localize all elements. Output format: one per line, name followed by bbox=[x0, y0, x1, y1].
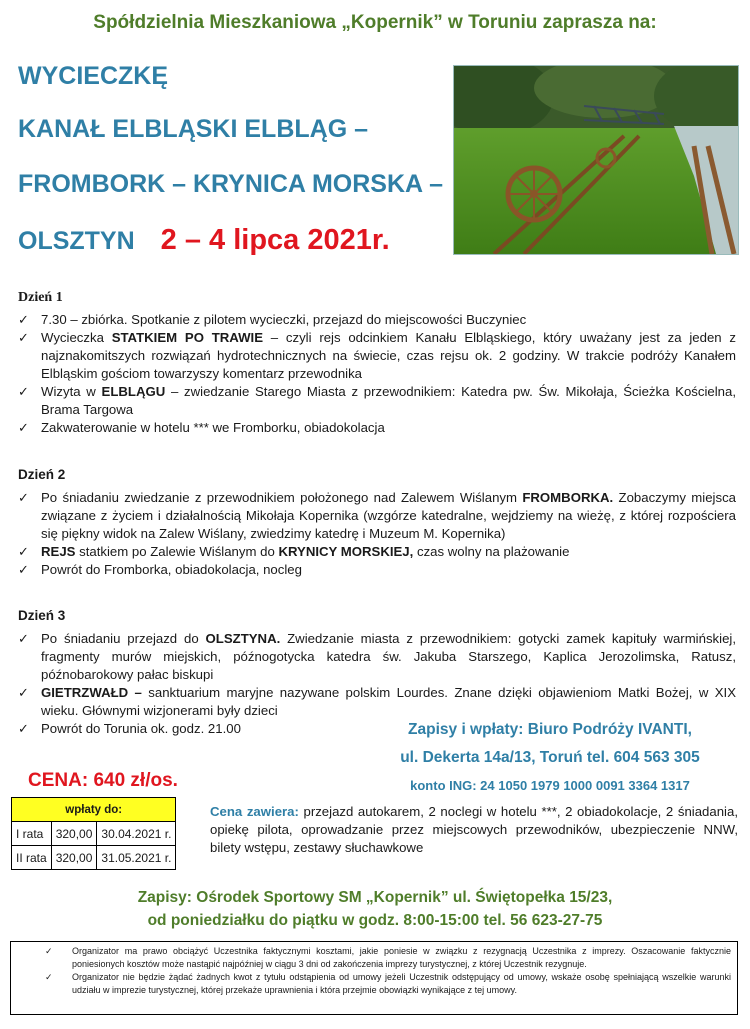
item-text: Po śniadaniu zwiedzanie z przewodnikiem położonego nad Zalewem Wiślanym bbox=[41, 490, 523, 505]
check-icon: ✓ bbox=[18, 490, 29, 505]
item-text: Wizyta w bbox=[41, 384, 102, 399]
rata-amount: 320,00 bbox=[51, 846, 97, 870]
rata-label: I rata bbox=[12, 822, 52, 846]
trip-date: 2 – 4 lipca 2021r. bbox=[160, 224, 390, 256]
item-text: Po śniadaniu przejazd do bbox=[41, 631, 206, 646]
check-icon: ✓ bbox=[18, 420, 29, 435]
item-text: – zwiedzanie Starego Miasta z przewodnikiem: Katedra pw. Św. Mikołaja, Ścieżka Kościelna, Brama Targowa bbox=[41, 384, 736, 417]
item-highlight: ELBLĄGU bbox=[101, 384, 166, 399]
price-includes-text: przejazd autokarem, 2 noclegi w hotelu ***, 2 obiadokolacje, 2 śniadania, opiekę pilota, oprowadzanie przez miejscowych przewodników, ubezpieczenie NNW, bilety wstępu, zestawy słuchawkowe bbox=[210, 804, 738, 855]
rata-date: 31.05.2021 r. bbox=[97, 846, 176, 870]
booking-account: konto ING: 24 1050 1979 1000 0091 3364 1317 bbox=[410, 778, 690, 793]
payment-table-header: wpłaty do: bbox=[12, 798, 176, 822]
title-line-2: KANAŁ ELBLĄSKI ELBLĄG – bbox=[18, 115, 368, 143]
list-item bbox=[18, 383, 736, 419]
payment-table bbox=[11, 797, 176, 870]
list-item bbox=[18, 329, 736, 383]
organizer-header: Spółdzielnia Mieszkaniowa „Kopernik” w Toruniu zaprasza na: bbox=[93, 12, 657, 33]
canal-rail-photo bbox=[453, 65, 739, 255]
table-row bbox=[12, 822, 176, 846]
list-item bbox=[18, 311, 736, 329]
check-icon: ✓ bbox=[18, 384, 29, 399]
booking-address: ul. Dekerta 14a/13, Toruń tel. 604 563 305 bbox=[400, 749, 700, 766]
item-text: statkiem po Zalewie Wiślanym do bbox=[75, 544, 279, 559]
day-1-heading: Dzień 1 bbox=[18, 290, 63, 305]
check-icon: ✓ bbox=[18, 544, 29, 559]
day-2-heading: Dzień 2 bbox=[18, 467, 66, 482]
item-text: Zakwaterowanie w hotelu *** we Fromborku, obiadokolacja bbox=[41, 420, 385, 435]
item-highlight: OLSZTYNA. bbox=[205, 631, 281, 646]
rata-date: 30.04.2021 r. bbox=[97, 822, 176, 846]
item-highlight: REJS bbox=[41, 544, 76, 559]
title-line-3: FROMBORK – KRYNICA MORSKA – bbox=[18, 170, 444, 198]
price: CENA: 640 zł/os. bbox=[28, 770, 178, 791]
day-2-list bbox=[18, 489, 736, 579]
item-text: Powrót do Torunia ok. godz. 21.00 bbox=[41, 721, 241, 736]
price-includes bbox=[210, 803, 738, 857]
registration-address: Zapisy: Ośrodek Sportowy SM „Kopernik” ul. Świętopełka 15/23, bbox=[137, 889, 613, 906]
check-icon: ✓ bbox=[18, 631, 29, 646]
check-icon: ✓ bbox=[45, 946, 53, 956]
table-row bbox=[12, 846, 176, 870]
terms-text: Organizator ma prawo obciążyć Uczestnika faktycznymi kosztami, jakie poniesie w związku z rezygnacją Uczestnika z imprezy. Oszacowanie faktycznie poniesionych kosztów może nastąpić najpóźniej w ciągu 3 dni od zakończenia imprezy turystycznej, z której Uczestnik rezygnuje. bbox=[72, 946, 731, 969]
check-icon: ✓ bbox=[18, 685, 29, 700]
rata-amount: 320,00 bbox=[51, 822, 97, 846]
item-text: sanktuarium maryjne nazywane polskim Lourdes. Znane dzięki objawieniom Matki Bożej, w XIX wieku. Głównymi wizjonerami były dzieci bbox=[41, 685, 736, 718]
item-text: Wycieczka bbox=[41, 330, 112, 345]
title-line-1: WYCIECZKĘ bbox=[18, 62, 168, 90]
terms-text: Organizator nie będzie żądać żadnych kwot z tytułu odstąpienia od umowy jeżeli Uczestnik odstępujący od umowy, wskaże osobę spełniającą wszelkie warunki udziału w imprezie turystycznej, której przekaże uprawnienia i która przejmie obowiązki wynikające z tej umowy. bbox=[72, 972, 731, 995]
list-item bbox=[18, 684, 736, 720]
item-highlight: GIETRZWAŁD – bbox=[41, 685, 142, 700]
day-1-list bbox=[18, 311, 736, 437]
check-icon: ✓ bbox=[18, 312, 29, 327]
item-text: – czyli rejs odcinkiem Kanału Elbląskiego, który uważany jest za jeden z najznakomitszych rozwiązań hydrotechnicznych na świecie, czas rejsu ok. 2 godziny. W trakcie podróży Kanałem Elbląskim gościom towarzyszy komentarz przewodnika bbox=[41, 330, 737, 381]
check-icon: ✓ bbox=[45, 972, 53, 982]
list-item bbox=[18, 543, 736, 561]
item-highlight: FROMBORKA. bbox=[522, 490, 614, 505]
day-3-heading: Dzień 3 bbox=[18, 608, 66, 623]
item-text: 7.30 – zbiórka. Spotkanie z pilotem wycieczki, przejazd do miejscowości Buczyniec bbox=[41, 312, 527, 327]
item-text: Zobaczymy miejsca związane z życiem i działalnością Mikołaja Kopernika (wzgórze katedralne, wejdziemy na wieżę, z której rozpościera się piękny widok na Zalew Wiślany, zwiedzimy katedrę i Muzeum M. Kopernika) bbox=[41, 490, 736, 541]
terms-item bbox=[17, 971, 731, 997]
rata-label: II rata bbox=[12, 846, 52, 870]
item-text: czas wolny na plażowanie bbox=[413, 544, 570, 559]
title-line-4 bbox=[18, 224, 390, 257]
check-icon: ✓ bbox=[18, 721, 29, 736]
list-item bbox=[18, 561, 736, 579]
list-item bbox=[18, 630, 736, 684]
check-icon: ✓ bbox=[18, 562, 29, 577]
terms-box bbox=[10, 941, 738, 1015]
booking-office: Zapisy i wpłaty: Biuro Podróży IVANTI, bbox=[408, 721, 692, 738]
item-text: Powrót do Fromborka, obiadokolacja, nocleg bbox=[41, 562, 302, 577]
list-item bbox=[18, 489, 736, 543]
registration-hours: od poniedziałku do piątku w godz. 8:00-15:00 tel. 56 623-27-75 bbox=[147, 912, 603, 929]
item-highlight: STATKIEM PO TRAWIE bbox=[111, 330, 264, 345]
title-olsztyn: OLSZTYN bbox=[18, 227, 135, 255]
item-text: Zwiedzanie miasta z przewodnikiem: gotycki zamek kapituły warmińskiej, fragmenty murów miejskich, późnogotycka katedra św. Jakuba Starszego, Kaplica Jerozolimska, Ratusz, późnobarokowy pałac biskupi bbox=[41, 631, 736, 682]
item-highlight: KRYNICY MORSKIEJ, bbox=[278, 544, 414, 559]
price-includes-label: Cena zawiera: bbox=[210, 804, 299, 819]
terms-item bbox=[17, 945, 731, 971]
check-icon: ✓ bbox=[18, 330, 29, 345]
list-item bbox=[18, 419, 736, 437]
